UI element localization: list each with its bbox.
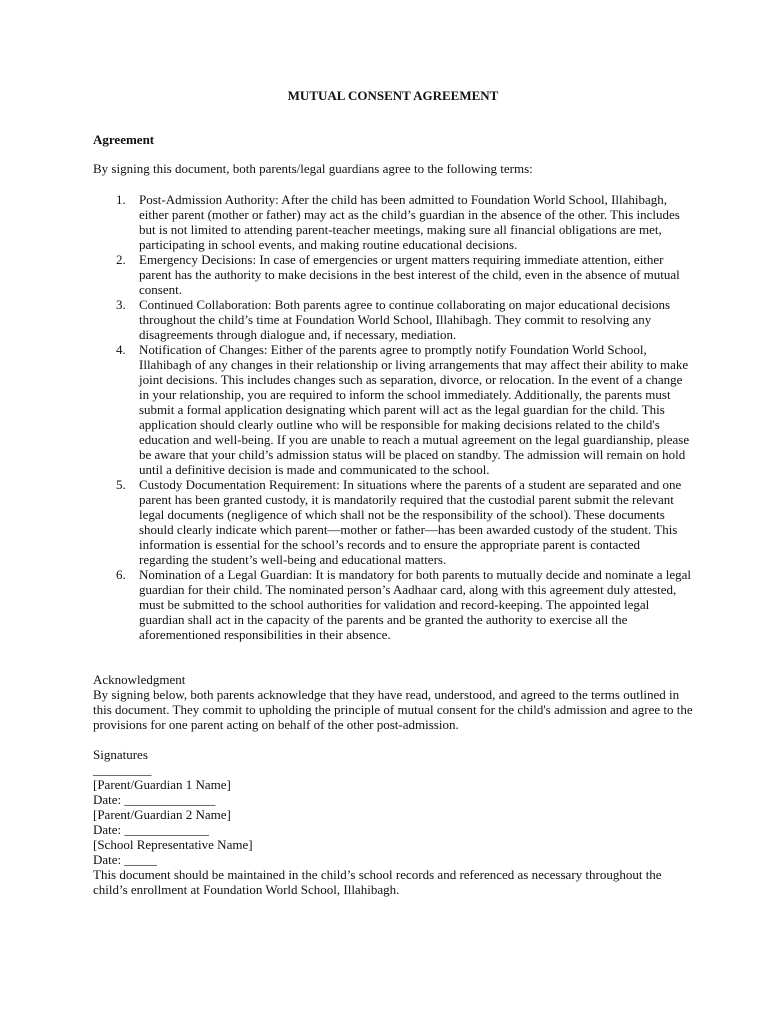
term-item <box>93 297 693 342</box>
term-item <box>93 192 693 252</box>
term-text: Emergency Decisions: In case of emergencies or urgent matters requiring immediate attention, either parent has the authority to make decisions in the best interest of the child, even in the absence of mutual consent. <box>139 252 680 297</box>
document-title: MUTUAL CONSENT AGREEMENT <box>287 88 499 103</box>
agreement-heading: Agreement <box>93 132 155 147</box>
term-text: Continued Collaboration: Both parents agree to continue collaborating on major educational decisions throughout the child’s time at Foundation World School, Illahibagh. They commit to resolving any disagreements through dialogue and, if necessary, mediation. <box>139 297 671 342</box>
acknowledgment-section <box>93 672 693 897</box>
term-item <box>93 252 693 297</box>
term-text: Post-Admission Authority: After the child has been admitted to Foundation World School, Illahibagh, either parent (mother or father) may act as the child’s guardian in the absence of the other. This includes but is not limited to attending parent-teacher meetings, making sure all financial obligations are met, participating in school events, and making routine educational decisions. <box>139 192 680 252</box>
signatures-heading: Signatures <box>93 747 148 762</box>
term-text: Notification of Changes: Either of the parents agree to promptly notify Foundation World School, Illahibagh of any changes in their relationship or living arrangements that may affect their ability to make joint decisions. This includes changes such as separation, divorce, or relocation. In the event of a change in your relationship, you are required to inform the school immediately. Additionally, the parents must submit a formal application designating which parent will act as the legal guardian for the child. This application should clearly outline who will be responsible for making decisions related to the child's education and well-being. If you are unable to reach a mutual agreement on the legal guardianship, please be aware that your child’s admission status will be placed on standby. The admission will remain on hold until a definitive decision is made and communicated to the school. <box>139 342 690 477</box>
term-number: 1. <box>116 192 126 207</box>
date-line: Date: _____ <box>93 852 157 867</box>
acknowledgment-text: By signing below, both parents acknowledge that they have read, understood, and agreed to the terms outlined in this document. They commit to upholding the principle of mutual consent for the child's admission and agree to the provisions for one parent acting on behalf of the other post-admission. <box>93 687 693 732</box>
term-text: Nomination of a Legal Guardian: It is mandatory for both parents to mutually decide and nominate a legal guardian for their child. The nominated person’s Aadhaar card, along with this agreement duly attested, must be submitted to the school authorities for validation and record-keeping. The appointed legal guardian shall act in the capacity of the parents and be granted the authority to exercise all the aforementioned responsibilities in their absence. <box>139 567 691 642</box>
footer-note: This document should be maintained in the child’s school records and referenced as necessary throughout the child’s enrollment at Foundation World School, Illahibagh. <box>93 867 662 897</box>
term-item <box>93 342 693 477</box>
acknowledgment-heading: Acknowledgment <box>93 672 186 687</box>
term-number: 6. <box>116 567 126 582</box>
parent-guardian-2-name: [Parent/Guardian 2 Name] <box>93 807 231 822</box>
term-text: Custody Documentation Requirement: In situations where the parents of a student are separated and one parent has been granted custody, it is mandatorily required that the custodial parent submit the relevant legal documents (negligence of which shall not be the responsibility of the school). These documents should clearly indicate which parent—mother or father—has been awarded custody of the student. This information is essential for the school’s records and to ensure the appropriate parent is contacted regarding the student’s well-being and educational matters. <box>139 477 682 567</box>
parent-guardian-1-name: [Parent/Guardian 1 Name] <box>93 777 231 792</box>
school-representative-name: [School Representative Name] <box>93 837 253 852</box>
term-number: 4. <box>116 342 126 357</box>
signature-line: _________ <box>93 762 152 777</box>
term-number: 3. <box>116 297 126 312</box>
term-item <box>93 477 693 567</box>
document-page <box>93 88 693 897</box>
agreement-intro: By signing this document, both parents/legal guardians agree to the following terms: <box>93 161 533 176</box>
term-number: 5. <box>116 477 126 492</box>
date-line: Date: ______________ <box>93 792 216 807</box>
terms-list <box>93 192 693 642</box>
date-line: Date: _____________ <box>93 822 209 837</box>
term-item <box>93 567 693 642</box>
term-number: 2. <box>116 252 126 267</box>
